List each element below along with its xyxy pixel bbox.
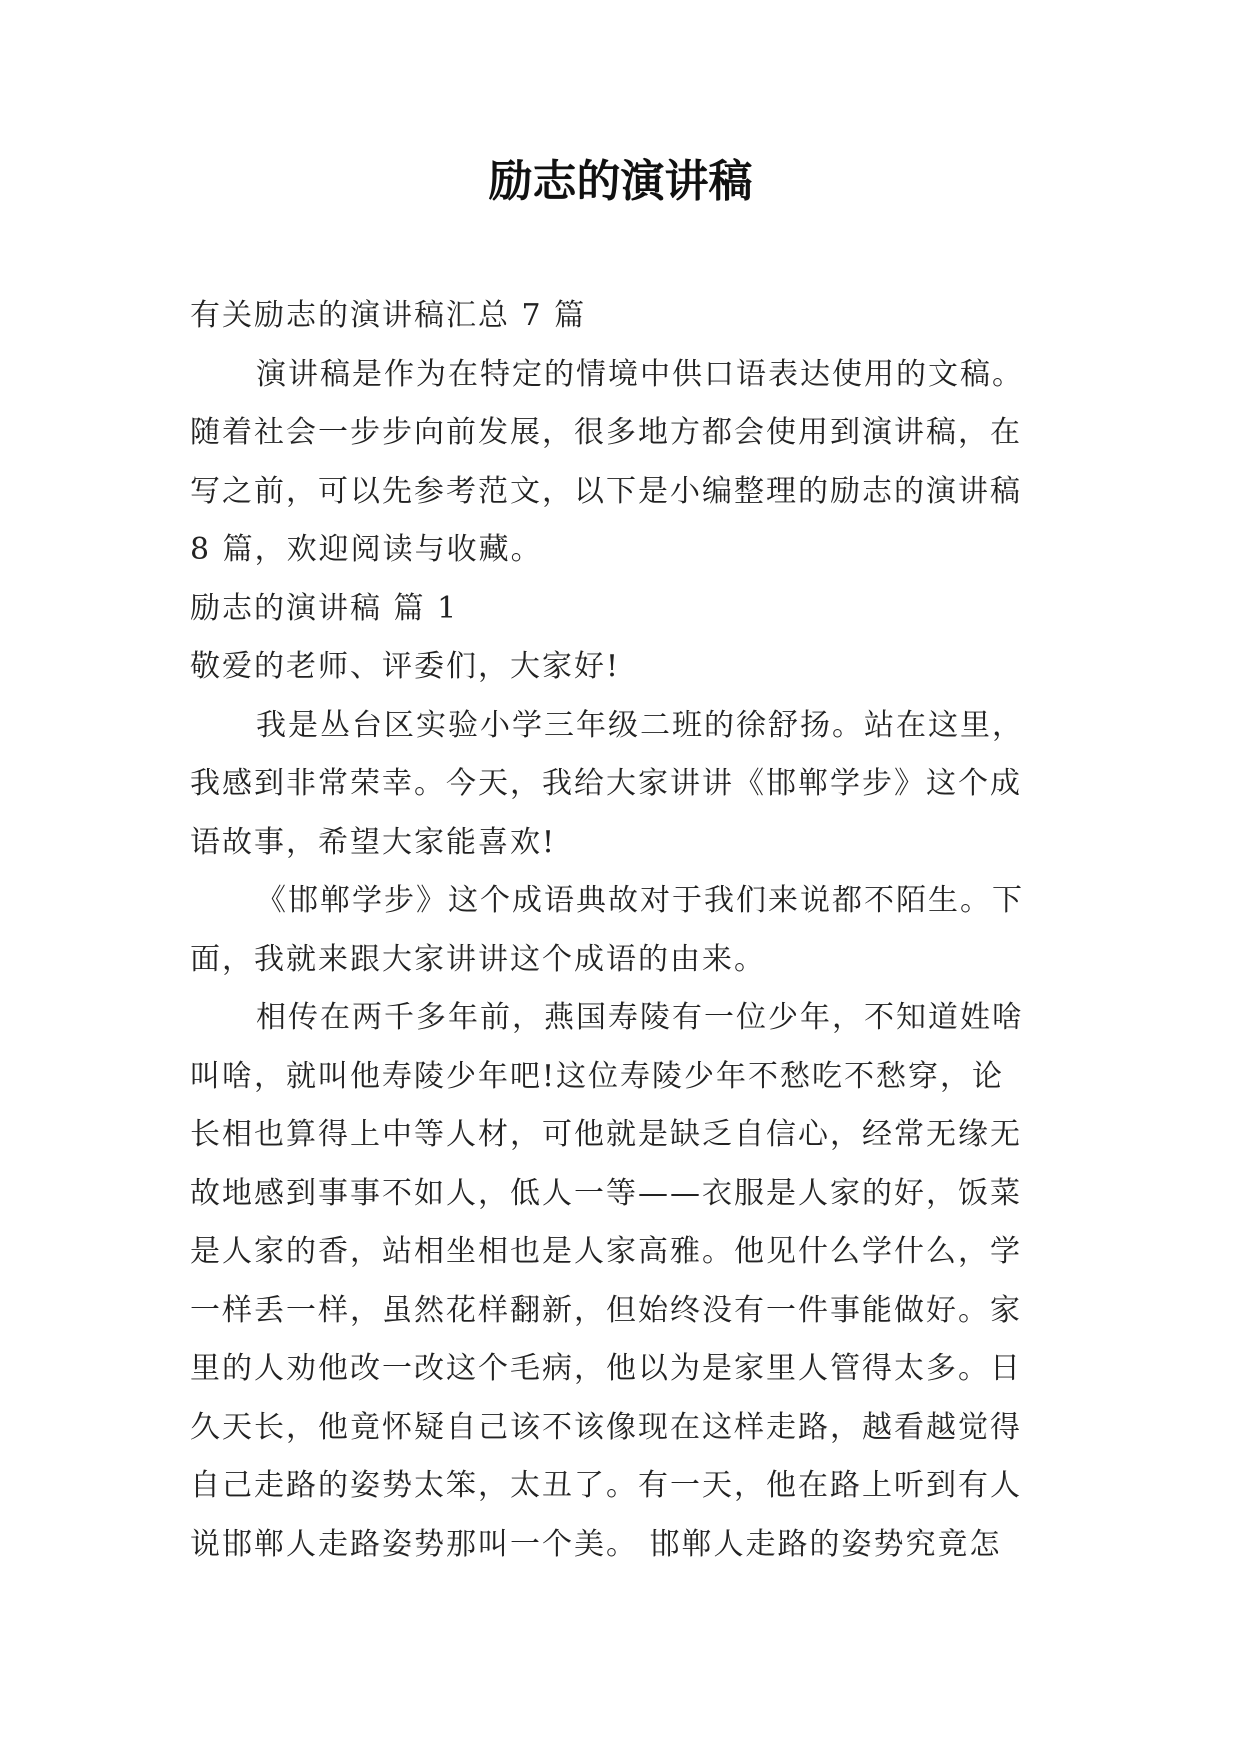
paragraph-line: 久天长，他竟怀疑自己该不该像现在这样走路，越看越觉得: [190, 1409, 1022, 1445]
subtitle-line: 有关励志的演讲稿汇总 7 篇: [190, 298, 587, 333]
paragraph-line: 相传在两千多年前，燕国寿陵有一位少年，不知道姓啥: [256, 1000, 1024, 1035]
salutation-line: 敬爱的老师、评委们，大家好!: [190, 649, 621, 684]
paragraph-line: 长相也算得上中等人材，可他就是缺乏自信心，经常无缘无: [190, 1117, 1022, 1152]
paragraph-line: 自己走路的姿势太笨，太丑了。有一天，他在路上听到有人: [190, 1468, 1022, 1503]
paragraph-line: 演讲稿是作为在特定的情境中供口语表达使用的文稿。: [256, 356, 1024, 392]
paragraph-line: 我感到非常荣幸。今天，我给大家讲讲《邯郸学步》这个成: [190, 766, 1022, 801]
paragraph-line: 面，我就来跟大家讲讲这个成语的由来。: [190, 941, 766, 977]
paragraph-line: 《邯郸学步》这个成语典故对于我们来说都不陌生。下: [256, 883, 1024, 918]
section-heading: 励志的演讲稿 篇 1: [190, 590, 459, 626]
paragraph-line: 一样丢一样，虽然花样翻新，但始终没有一件事能做好。家: [190, 1292, 1022, 1328]
paragraph-line: 我是丛台区实验小学三年级二班的徐舒扬。站在这里，: [256, 707, 1024, 743]
document-title: 励志的演讲稿: [488, 156, 753, 207]
paragraph-line: 故地感到事事不如人，低人一等——衣服是人家的好，饭菜: [190, 1175, 1022, 1211]
paragraph-line: 语故事，希望大家能喜欢!: [190, 824, 557, 860]
paragraph-line: 随着社会一步步向前发展，很多地方都会使用到演讲稿，在: [190, 415, 1022, 450]
paragraph-line: 里的人劝他改一改这个毛病，他以为是家里人管得太多。日: [190, 1351, 1022, 1386]
document-body: [190, 287, 1060, 1574]
paragraph-line: 8 篇，欢迎阅读与收藏。: [190, 532, 543, 567]
paragraph-line: 说邯郸人走路姿势那叫一个美。 邯郸人走路的姿势究竟怎: [190, 1526, 1002, 1562]
paragraph-line: 写之前，可以先参考范文，以下是小编整理的励志的演讲稿: [190, 473, 1022, 509]
paragraph-line: 叫啥，就叫他寿陵少年吧!这位寿陵少年不愁吃不愁穿，论: [190, 1058, 1005, 1094]
paragraph-line: 是人家的香，站相坐相也是人家高雅。他见什么学什么，学: [190, 1234, 1022, 1269]
